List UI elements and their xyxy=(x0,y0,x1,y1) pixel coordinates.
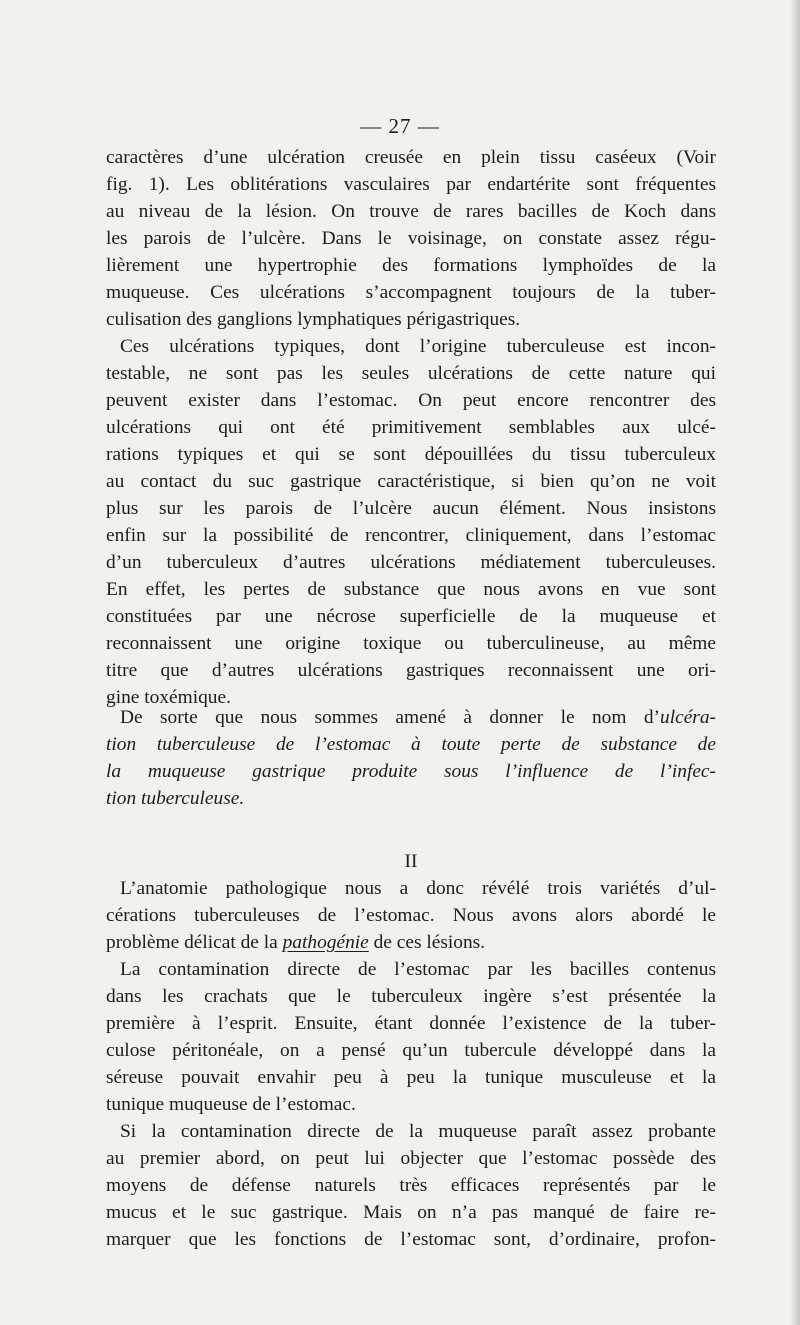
text-line: constituées par une nécrose superficielle de la muqueuse et xyxy=(106,606,716,627)
text-line: au contact du suc gastrique caractéristique, si bien qu’on ne voit xyxy=(106,471,716,492)
text-line: caractères d’une ulcération creusée en plein tissu caséeux (Voir xyxy=(106,147,716,168)
text-line: ulcérations qui ont été primitivement semblables aux ulcé- xyxy=(106,417,716,438)
paragraph-direct-contamination xyxy=(106,956,716,1118)
text-line: au premier abord, on peut lui objecter que l’estomac possède des xyxy=(106,1148,716,1169)
text-line: Si la contamination directe de la muqueuse paraît assez probante xyxy=(120,1121,716,1142)
text-line: moyens de défense naturels très efficaces représentés par le xyxy=(106,1175,716,1196)
text-line: tion tuberculeuse de l’estomac à toute perte de substance de xyxy=(106,734,716,755)
text-line: lièrement une hypertrophie des formations lymphoïdes de la xyxy=(106,255,716,276)
text-line xyxy=(106,704,716,731)
text-line: En effet, les pertes de substance que nous avons en vue sont xyxy=(106,579,716,600)
definition-lead-text: De sorte que nous sommes amené à donner le nom d’ xyxy=(120,707,660,728)
text-line: séreuse pouvait envahir peu à peu la tunique musculeuse et la xyxy=(106,1067,716,1088)
text-line: gine toxémique. xyxy=(106,687,231,708)
text-line: L’anatomie pathologique nous a donc révélé trois variétés d’ul- xyxy=(120,878,716,899)
text-line: dans les crachats que le tuberculeux ingère s’est présentée la xyxy=(106,986,716,1007)
text-line: mucus et le suc gastrique. Mais on n’a pas manqué de faire re- xyxy=(106,1202,716,1223)
paragraph-ulcer-description xyxy=(106,144,716,333)
text-run: de ces lésions. xyxy=(368,932,486,953)
text-line: muqueuse. Ces ulcérations s’accompagnent toujours de la tuber- xyxy=(106,282,716,303)
text-line: testable, ne sont pas les seules ulcérations de cette nature qui xyxy=(106,363,716,384)
text-line: la muqueuse gastrique produite sous l’influence de l’infec- xyxy=(106,761,716,782)
text-line: Ces ulcérations typiques, dont l’origine tuberculeuse est incon- xyxy=(120,336,716,357)
text-line: fig. 1). Les oblitérations vasculaires par endartérite sont fréquentes xyxy=(106,174,716,195)
text-line: culose péritonéale, on a pensé qu’un tubercule développé dans la xyxy=(106,1040,716,1061)
paragraph-objection xyxy=(106,1118,716,1253)
text-line: première à l’esprit. Ensuite, étant donnée l’existence de la tuber- xyxy=(106,1013,716,1034)
text-line: rations typiques et qui se sont dépouillées du tissu tuberculeux xyxy=(106,444,716,465)
text-line: peuvent exister dans l’estomac. On peut encore rencontrer des xyxy=(106,390,716,411)
definition-term-start: ulcéra- xyxy=(660,707,716,728)
page-edge-shadow xyxy=(790,0,800,1325)
text-line: tunique muqueuse de l’estomac. xyxy=(106,1094,356,1115)
emphasis-pathogenie: pathogénie xyxy=(282,932,369,953)
section-heading xyxy=(106,848,716,875)
paragraph-pathogenesis-intro xyxy=(106,875,716,956)
paragraph-typical-ulcerations xyxy=(106,333,716,711)
text-line xyxy=(106,929,716,956)
text-line: reconnaissent une origine toxique ou tuberculineuse, au même xyxy=(106,633,716,654)
text-run: problème délicat de la xyxy=(106,932,283,953)
text-line: enfin sur la possibilité de rencontrer, cliniquement, dans l’estomac xyxy=(106,525,716,546)
text-line: marquer que les fonctions de l’estomac sont, d’ordinaire, profon- xyxy=(106,1229,716,1250)
text-line: culisation des ganglions lymphatiques périgastriques. xyxy=(106,309,521,330)
text-line: cérations tuberculeuses de l’estomac. Nous avons alors abordé le xyxy=(106,905,716,926)
text-line: au niveau de la lésion. On trouve de rares bacilles de Koch dans xyxy=(106,201,716,222)
text-line: tion tuberculeuse. xyxy=(106,788,245,809)
text-line: d’un tuberculeux d’autres ulcérations médiatement tuberculeuses. xyxy=(106,552,716,573)
text-line: plus sur les parois de l’ulcère aucun élément. Nous insistons xyxy=(106,498,716,519)
text-line: titre que d’autres ulcérations gastriques reconnaissent une ori- xyxy=(106,660,716,681)
page-number: — 27 — xyxy=(360,114,440,138)
paragraph-definition xyxy=(106,704,716,812)
text-line: les parois de l’ulcère. Dans le voisinage, on constate assez régu- xyxy=(106,228,716,249)
text-line: La contamination directe de l’estomac par les bacilles contenus xyxy=(120,959,716,980)
section-number: II xyxy=(404,851,418,872)
